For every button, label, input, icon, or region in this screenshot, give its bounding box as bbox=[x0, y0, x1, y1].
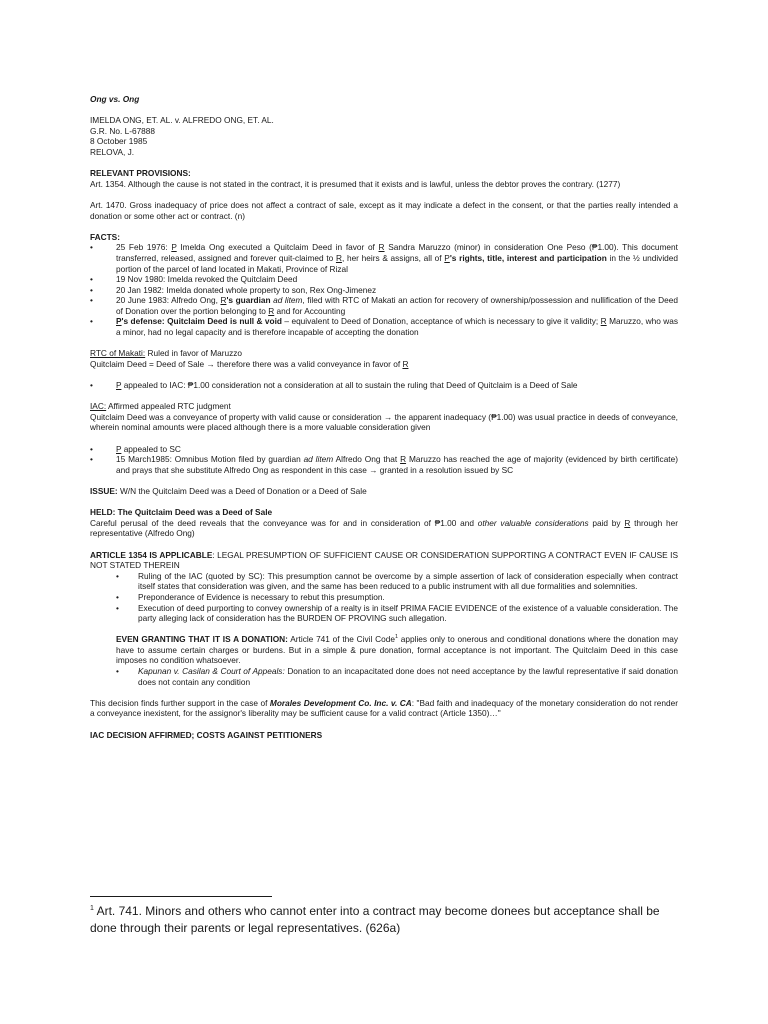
article-1354-heading bbox=[90, 550, 678, 571]
issue-label: ISSUE: bbox=[90, 485, 118, 496]
held-text: Careful perusal of the deed reveals that the conveyance was for and in consideration of ₱1.00 and bbox=[90, 517, 478, 528]
fact-emphasis: 's guardian bbox=[226, 295, 274, 306]
case-parties: IMELDA ONG, ET. AL. v. ALFREDO ONG, ET. AL. bbox=[90, 115, 274, 126]
fact-item bbox=[90, 316, 678, 337]
appeal-text: appealed to IAC: ₱1.00 consideration not a consideration at all to sustain the ruling that Deed of Quitclaim is a Deed of Sale bbox=[121, 380, 578, 391]
fact-text: Sandra Maruzzo (minor) in consideration One Peso (₱1.00). This document transferred, released, assigned and forever quit-claimed to bbox=[116, 242, 678, 263]
held-text: through her representative (Alfredo Ong) bbox=[90, 517, 678, 539]
party-r: R bbox=[402, 358, 409, 369]
case-citation: Morales Development Co. Inc. v. CA bbox=[269, 697, 412, 708]
rtc-label: RTC of Makati: bbox=[90, 348, 146, 359]
case-title: Ong vs. Ong bbox=[90, 94, 140, 104]
party-p: P bbox=[444, 252, 450, 263]
document-body bbox=[90, 94, 678, 740]
sc-item bbox=[90, 444, 678, 455]
fact-emphasis: 's rights, title, interest and participation bbox=[449, 252, 607, 263]
fact-text: Maruzzo, who was a minor, had no legal capacity and is therefore incapable of accepting the donation bbox=[116, 316, 679, 338]
rtc-ruling bbox=[90, 348, 678, 359]
fact-item: • 19 Nov 1980: Imelda revoked the Quitclaim Deed bbox=[90, 274, 678, 285]
support-text: This decision finds further support in the case of bbox=[90, 697, 270, 708]
donation-item bbox=[116, 666, 678, 687]
case-gr-number: G.R. No. L-67888 bbox=[90, 125, 156, 136]
footnote-ref[interactable]: 1 bbox=[394, 634, 398, 641]
party-p: P bbox=[116, 316, 122, 327]
donation-text: Article 741 of the Civil Code bbox=[287, 634, 395, 645]
fact-text: – equivalent to Deed of Donation, acceptance of which is necessary to give it validity; bbox=[282, 316, 601, 327]
iac-label: IAC: bbox=[90, 401, 107, 412]
facts-list bbox=[90, 242, 678, 337]
party-p: P bbox=[171, 242, 177, 253]
article-item: • Ruling of the IAC (quoted by SC): This presumption cannot be overcome by a simple assertion of lack of consideration especially when contract itself states that consideration was given, and the same has been reduced to a public instrument with all due formalities and solemnities. bbox=[116, 571, 678, 592]
fact-text: , filed with RTC of Makati an action for recovery of ownership/possession and nullification of the Deed of Donation over the portion belonging to bbox=[116, 295, 679, 316]
article-text: : LEGAL PRESUMPTION OF SUFFICIENT CAUSE OR CONSIDERATION SUPPORTING A CONTRACT EVEN IF CAUSE IS NOT STATED THEREIN bbox=[90, 549, 678, 571]
sc-item bbox=[90, 454, 678, 475]
article-item: • Preponderance of Evidence is necessary to rebut this presumption. bbox=[116, 592, 678, 603]
article-1354-list bbox=[90, 571, 678, 624]
donation-text: Donation to an incapacitated done does not need acceptance by the lawful representative if said donation does not contain any condition bbox=[138, 666, 678, 687]
donation-paragraph bbox=[90, 634, 678, 666]
fact-item bbox=[90, 242, 678, 274]
facts-heading: FACTS: bbox=[90, 231, 120, 242]
disposition: IAC DECISION AFFIRMED; COSTS AGAINST PETITIONERS bbox=[90, 729, 323, 740]
iac-text: Affirmed appealed RTC judgment bbox=[106, 401, 231, 412]
fact-text: 20 June 1983: Alfredo Ong, bbox=[116, 295, 221, 306]
iac-body: Quitclaim Deed was a conveyance of property with valid cause or consideration → the apparent inadequacy (₱1.00) was usual practice in deeds of conveyance, wherein nominal amounts were placed although there is a more valuable consideration given bbox=[90, 411, 678, 433]
held-body bbox=[90, 518, 678, 539]
provision-art-1470: Art. 1470. Gross inadequacy of price does not affect a contract of sale, except as it may indicate a defect in the consent, or that the parties really intended a donation or some other act or contract. (n) bbox=[90, 199, 678, 221]
article-item: • Execution of deed purporting to convey ownership of a realty is in itself PRIMA FACIE EVIDENCE of the existence of a valuable consideration. The party alleging lack of consideration has the BURDEN OF PROVING such allegation. bbox=[116, 603, 678, 624]
fact-latin: ad litem bbox=[273, 295, 303, 306]
footnote bbox=[90, 903, 680, 937]
party-r: R bbox=[600, 316, 607, 327]
case-ponente: RELOVA, J. bbox=[90, 146, 135, 157]
article-label: ARTICLE 1354 IS APPLICABLE bbox=[90, 549, 213, 560]
donation-label: EVEN GRANTING THAT IT IS A DONATION: bbox=[116, 634, 288, 645]
rtc-conclusion bbox=[90, 359, 678, 370]
iac-ruling bbox=[90, 401, 678, 412]
party-p: P bbox=[116, 380, 122, 391]
provision-art-1354: Art. 1354. Although the cause is not stated in the contract, it is presumed that it exists and is lawful, unless the debtor proves the contrary. (1277) bbox=[90, 178, 621, 189]
party-p: P bbox=[116, 443, 122, 454]
held-text: paid by bbox=[588, 517, 625, 528]
party-r: R bbox=[335, 252, 342, 263]
issue-text: W/N the Quitclaim Deed was a Deed of Donation or a Deed of Sale bbox=[117, 485, 367, 496]
party-r: R bbox=[624, 517, 631, 528]
fact-text: , her heirs & assigns, all of bbox=[341, 252, 445, 263]
fact-text: Imelda Ong executed a Quitclaim Deed in favor of bbox=[176, 242, 379, 253]
sc-text: Alfredo Ong that bbox=[333, 454, 401, 465]
donation-list bbox=[90, 666, 678, 687]
donation-text: applies only to onerous and conditional donations where the donation may have to assume certain charges or burdens. But in a simple & pure donation, formal acceptance is not important. The Quitclaim Deed in this case imposes no condition whatsoever. bbox=[116, 634, 678, 666]
fact-text: in the ½ undivided portion of the parcel of land located in Makati, Province of Rizal bbox=[116, 252, 679, 274]
fact-text: 25 Feb 1976: bbox=[116, 242, 172, 253]
fact-item: • 20 Jan 1982: Imelda donated whole property to son, Rex Ong-Jimenez bbox=[90, 285, 678, 296]
footnote-divider bbox=[90, 896, 272, 897]
support-text: : "Bad faith and inadequacy of the monetary consideration do not render a conveyance inexistent, for the assignor's liberality may be sufficient cause for a valid contract (Article 1350)…" bbox=[90, 697, 678, 719]
rtc-text: Quitclaim Deed = Deed of Sale → therefore there was a valid conveyance in favor of bbox=[90, 358, 403, 369]
appeal-item bbox=[90, 380, 678, 391]
rtc-text: Ruled in favor of Maruzzo bbox=[145, 348, 243, 359]
case-date: 8 October 1985 bbox=[90, 136, 148, 147]
sc-list bbox=[90, 444, 678, 476]
held-heading: HELD: The Quitclaim Deed was a Deed of Sale bbox=[90, 507, 273, 518]
sc-text: appealed to SC bbox=[121, 443, 181, 454]
issue bbox=[90, 486, 678, 497]
footnote-text: Art. 741. Minors and others who cannot enter into a contract may become donees but acceptance shall be done through their parents or legal representatives. (626a) bbox=[90, 904, 660, 935]
party-r: R bbox=[400, 454, 407, 465]
footnote-mark: 1 bbox=[90, 905, 94, 912]
further-support bbox=[90, 698, 678, 719]
sc-text: Maruzzo has reached the age of majority (evidenced by birth certificate) and prays that she substitute Alfredo Ong as respondent in this case → granted in a resolution issued by SC bbox=[116, 454, 678, 475]
sc-text: 15 March1985: Omnibus Motion filed by guardian bbox=[116, 454, 304, 465]
party-r: R bbox=[378, 242, 385, 253]
fact-emphasis: 's defense: Quitclaim Deed is null & void bbox=[121, 316, 282, 327]
relevant-provisions-heading: RELEVANT PROVISIONS: bbox=[90, 168, 191, 179]
case-citation: Kapunan v. Casilan & Court of Appeals: bbox=[138, 666, 285, 677]
sc-latin: ad litem bbox=[303, 454, 334, 465]
fact-text: and for Accounting bbox=[274, 305, 346, 316]
appeal-list bbox=[90, 380, 678, 391]
fact-item bbox=[90, 295, 678, 316]
party-r: R bbox=[268, 305, 275, 316]
party-r: R bbox=[220, 295, 227, 306]
held-italic: other valuable considerations bbox=[477, 517, 589, 528]
